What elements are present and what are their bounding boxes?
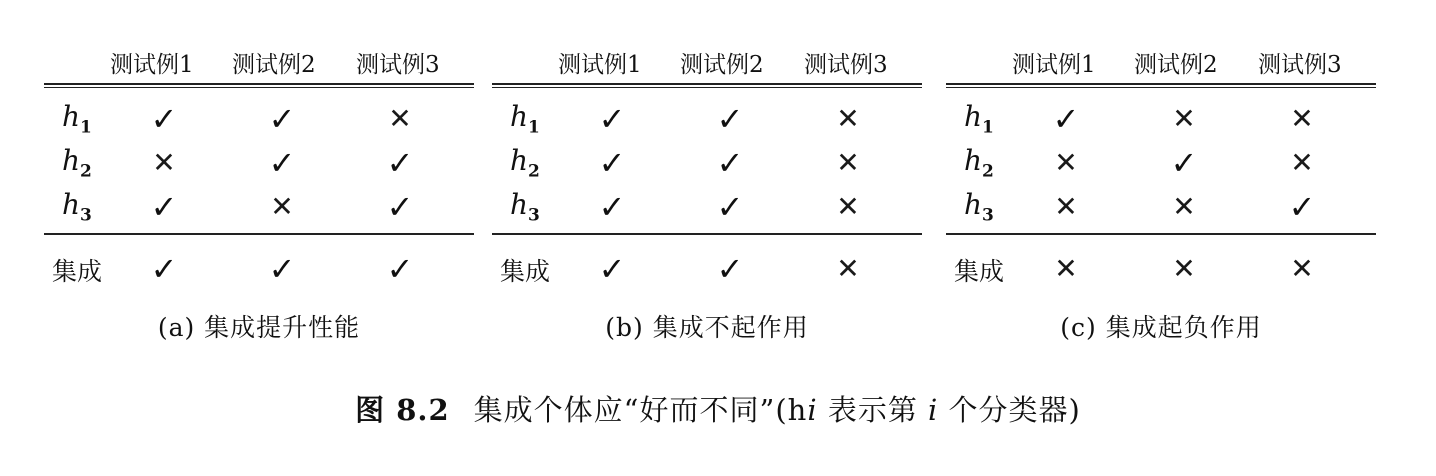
table-row xyxy=(946,246,1376,292)
column-header: 测试例2 xyxy=(1134,52,1218,78)
column-header: 测试例3 xyxy=(1258,52,1342,78)
cross-icon: ✕ xyxy=(1054,190,1078,223)
table-rule xyxy=(44,83,474,85)
check-icon: ✓ xyxy=(386,250,414,288)
check-icon: ✓ xyxy=(386,188,414,226)
cross-icon: ✕ xyxy=(152,146,176,179)
row-label: 集成 xyxy=(52,257,103,286)
column-header: 测试例2 xyxy=(680,52,764,78)
column-header: 测试例2 xyxy=(232,52,316,78)
check-icon: ✓ xyxy=(268,144,296,182)
table-row xyxy=(946,96,1376,142)
column-header: 测试例3 xyxy=(804,52,888,78)
figure-rest: 表示第 xyxy=(817,393,929,427)
check-icon: ✓ xyxy=(1170,144,1198,182)
row-label: $h_3$ xyxy=(510,188,540,226)
cross-icon: ✕ xyxy=(836,102,860,135)
cross-icon: ✕ xyxy=(1054,252,1078,285)
row-label: $h_1$ xyxy=(964,100,994,138)
table-row xyxy=(492,96,922,142)
check-icon: ✓ xyxy=(268,100,296,138)
table-header xyxy=(946,40,1376,82)
cross-icon: ✕ xyxy=(836,252,860,285)
table-row xyxy=(492,184,922,230)
figure-caption xyxy=(0,388,1436,429)
table-row xyxy=(946,140,1376,186)
table-rule xyxy=(492,233,922,235)
cross-icon: ✕ xyxy=(1172,102,1196,135)
check-icon: ✓ xyxy=(150,250,178,288)
row-label: $h_2$ xyxy=(510,144,540,182)
panel-c xyxy=(946,40,1376,342)
check-icon: ✓ xyxy=(716,188,744,226)
check-icon: ✓ xyxy=(598,188,626,226)
panel-caption: (b) 集成不起作用 xyxy=(605,313,809,342)
check-icon: ✓ xyxy=(716,250,744,288)
table-row xyxy=(492,140,922,186)
check-icon: ✓ xyxy=(598,144,626,182)
cross-icon: ✕ xyxy=(836,146,860,179)
figure-sub: i xyxy=(807,393,818,427)
row-label: $h_2$ xyxy=(964,144,994,182)
check-icon: ✓ xyxy=(598,100,626,138)
column-header: 测试例1 xyxy=(110,52,194,78)
figure-label: 图 8.2 xyxy=(355,393,450,427)
row-label: $h_3$ xyxy=(62,188,92,226)
table-rule xyxy=(946,83,1376,85)
check-icon: ✓ xyxy=(150,188,178,226)
cross-icon: ✕ xyxy=(1290,252,1314,285)
table-header xyxy=(492,40,922,82)
row-label: 集成 xyxy=(954,257,1005,286)
table-rule xyxy=(44,87,474,88)
cross-icon: ✕ xyxy=(270,190,294,223)
row-label: $h_1$ xyxy=(62,100,92,138)
table-row xyxy=(44,184,474,230)
table-header xyxy=(44,40,474,82)
cross-icon: ✕ xyxy=(836,190,860,223)
panel-caption: (a) 集成提升性能 xyxy=(157,313,361,342)
table-row xyxy=(492,246,922,292)
table-rule xyxy=(492,87,922,88)
column-header: 测试例1 xyxy=(1012,52,1096,78)
cross-icon: ✕ xyxy=(1290,102,1314,135)
row-label: $h_3$ xyxy=(964,188,994,226)
cross-icon: ✕ xyxy=(1172,252,1196,285)
row-label: $h_1$ xyxy=(510,100,540,138)
check-icon: ✓ xyxy=(1288,188,1316,226)
table-row xyxy=(946,184,1376,230)
table-rule xyxy=(946,87,1376,88)
table-rule xyxy=(946,233,1376,235)
row-label: $h_2$ xyxy=(62,144,92,182)
check-icon: ✓ xyxy=(268,250,296,288)
row-label: 集成 xyxy=(500,257,551,286)
column-header: 测试例3 xyxy=(356,52,440,78)
check-icon: ✓ xyxy=(386,144,414,182)
check-icon: ✓ xyxy=(716,100,744,138)
check-icon: ✓ xyxy=(598,250,626,288)
panel-a xyxy=(44,40,474,342)
cross-icon: ✕ xyxy=(388,102,412,135)
panel-caption: (c) 集成起负作用 xyxy=(1060,313,1262,342)
figure-end: 个分类器) xyxy=(938,393,1081,427)
check-icon: ✓ xyxy=(1052,100,1080,138)
table-row xyxy=(44,96,474,142)
check-icon: ✓ xyxy=(150,100,178,138)
panel-b xyxy=(492,40,922,342)
table-rule xyxy=(492,83,922,85)
figure-title: 集成个体应“好而不同”(h xyxy=(473,393,808,427)
cross-icon: ✕ xyxy=(1172,190,1196,223)
cross-icon: ✕ xyxy=(1054,146,1078,179)
table-row xyxy=(44,246,474,292)
table-rule xyxy=(44,233,474,235)
table-row xyxy=(44,140,474,186)
column-header: 测试例1 xyxy=(558,52,642,78)
check-icon: ✓ xyxy=(716,144,744,182)
cross-icon: ✕ xyxy=(1290,146,1314,179)
figure-ivar: i xyxy=(928,393,939,427)
